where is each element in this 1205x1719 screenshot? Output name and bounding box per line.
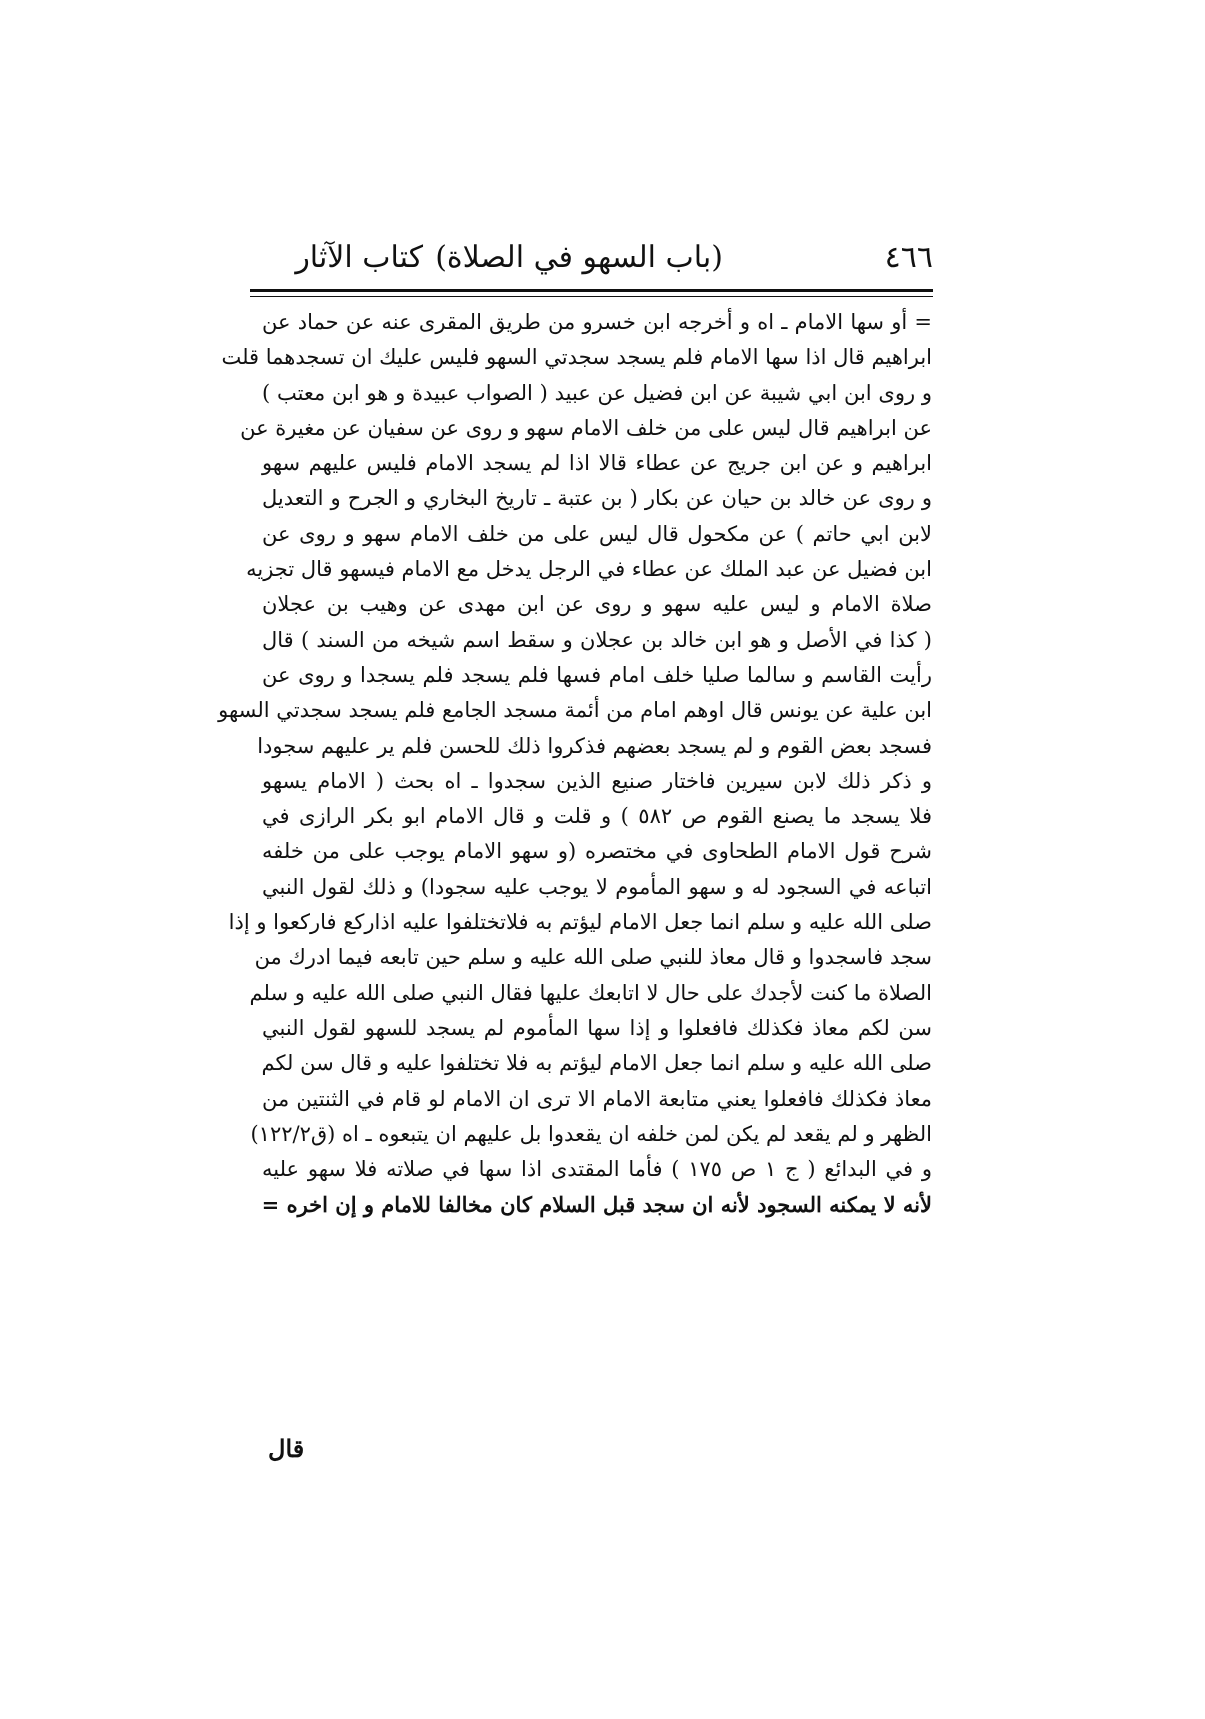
text-line: ابراهيم و عن ابن جريج عن عطاء قالا اذا لم يسجد الامام فليس عليهم سهو [262,451,932,476]
text-line: لابن ابي حاتم ) عن مكحول قال ليس على من خلف الامام سهو و روى عن [262,521,932,546]
text-line: = أو سها الامام ـ اه و أخرجه ابن خسرو من طريق المقرى عنه عن حماد عن [262,310,932,334]
text-line: صلى الله عليه و سلم انما جعل الامام ليؤتم به فلا تختلفوا عليه و قال سن لكم [261,1051,932,1076]
text-line: و في البدائع ( ج ١ ص ١٧٥ ) فأما المقتدى اذا سها في صلاته فلا سهو عليه [262,1157,932,1182]
text-line: معاذ فكذلك فافعلوا يعني متابعة الامام الا ترى ان الامام لو قام في الثنتين من [262,1086,932,1111]
text-line: فسجد بعض القوم و لم يسجد بعضهم فذكروا ذلك للحسن فلم ير عليهم سجودا [257,733,932,758]
text-line: سجد فاسجدوا و قال معاذ للنبي صلى الله عليه و سلم حين تابعه فيما ادرك من [254,945,932,970]
text-line: فلا يسجد ما يصنع القوم ص ٥٨٢ ) و قلت و قال الامام ابو بكر الرازى في [262,804,933,829]
text-line: رأيت القاسم و سالما صليا خلف امام فسها فلم يسجد فلم يسجدا و روى عن [262,662,932,687]
text-line: اتباعه في السجود له و سهو المأموم لا يوجب عليه سجودا) و ذلك لقول النبي [262,874,932,899]
text-line: عن ابراهيم قال ليس على من خلف الامام سهو و روى عن سفيان عن مغيرة عن [240,415,932,440]
text-line: لأنه لا يمكنه السجود لأنه ان سجد قبل السلام كان مخالفا للامام و إن اخره = [261,1192,932,1218]
header-rule-thick [250,289,933,292]
body-text [218,305,933,1223]
text-line: ( كذا في الأصل و هو ابن خالد بن عجلان و سقط اسم شيخه من السند ) قال [262,627,932,652]
text-line: ابن فضيل عن عبد الملك عن عطاء في الرجل يدخل مع الامام فيسهو قال تجزيه [246,557,932,582]
book-title: كتاب الآثار [295,240,423,275]
header-rule-thin [250,296,933,297]
chapter-title: (باب السهو في الصلاة) [435,240,723,275]
text-line: شرح قول الامام الطحاوى في مختصره (و سهو الامام يوجب على من خلفه [262,839,932,864]
text-line: و روى عن خالد بن حيان عن بكار ( بن عتبة ـ تاريخ البخاري و الجرح و التعديل [262,486,932,511]
text-line: الصلاة ما كنت لأجدك على حال لا اتابعك عليها فقال النبي صلى الله عليه و سلم [249,980,932,1005]
text-line: سن لكم معاذ فكذلك فافعلوا و إذا سها المأموم لم يسجد للسهو لقول النبي [262,1015,932,1040]
text-line: صلاة الامام و ليس عليه سهو و روى عن ابن مهدى عن وهيب بن عجلان [262,592,932,617]
page-header [250,236,933,286]
text-line: الظهر و لم يقعد لم يكن لمن خلفه ان يقعدوا بل عليهم ان يتبعوه ـ اه (ق١٢٢/٢) [250,1121,932,1146]
catchword: قال [268,1434,305,1463]
text-line: و روى ابن ابي شيبة عن ابن فضيل عن عبيد ( الصواب عبيدة و هو ابن معتب ) [262,380,932,405]
text-line: صلى الله عليه و سلم انما جعل الامام ليؤتم به فلاتختلفوا عليه اذاركع فاركعوا و إذا [228,910,932,935]
text-line: و ذكر ذلك لابن سيرين فاختار صنيع الذين سجدوا ـ اه بحث ( الامام يسهو [262,768,932,793]
text-line: ابن علية عن يونس قال اوهم امام من أئمة مسجد الجامع فلم يسجد سجدتي السهو [218,698,932,723]
page-number: ٤٦٦ [884,240,933,275]
text-line: ابراهيم قال اذا سها الامام فلم يسجد سجدتي السهو فليس عليك ان تسجدهما قلت [221,345,932,370]
